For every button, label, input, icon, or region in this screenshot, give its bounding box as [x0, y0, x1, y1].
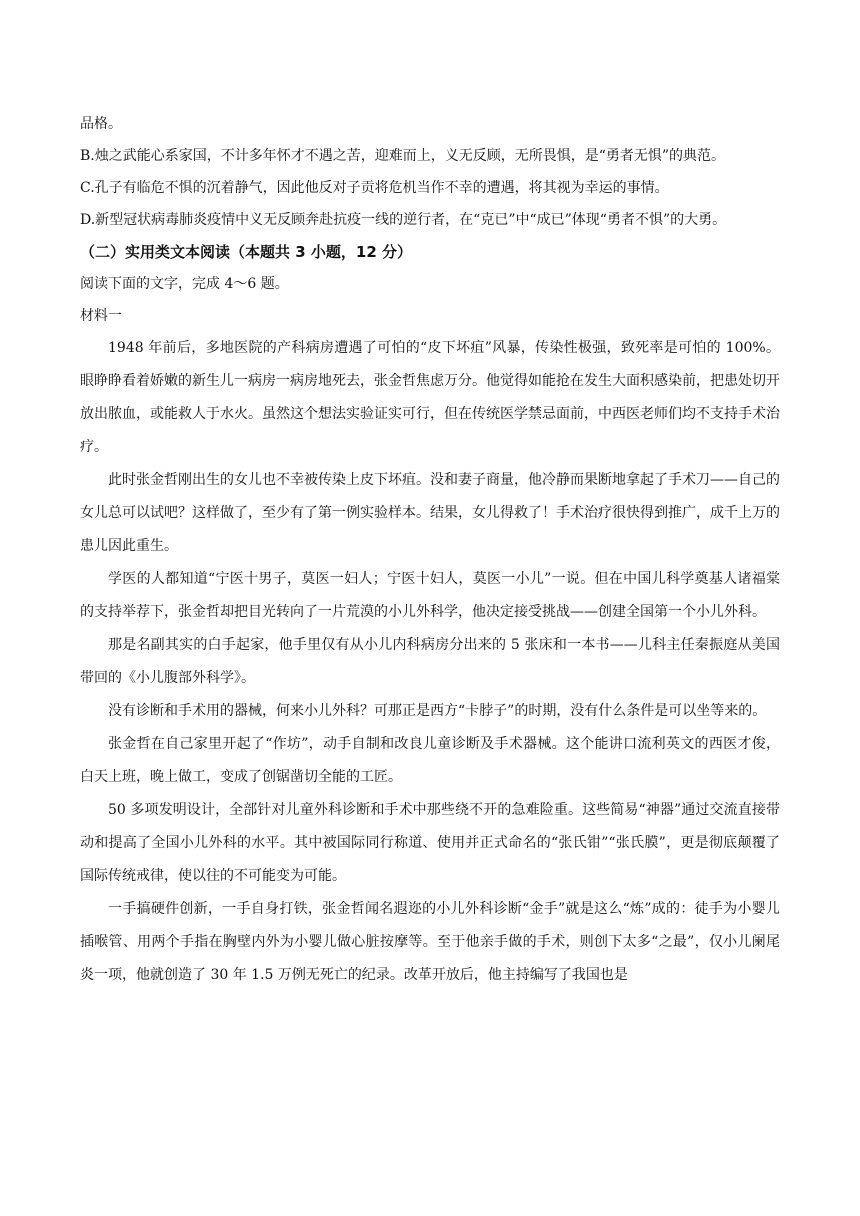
document-page [80, 108, 780, 992]
option-a-tail: 品格。 [80, 116, 122, 132]
option-c: C.孔子有临危不惧的沉着静气，因此他反对子贡将危机当作不幸的遭遇，将其视为幸运的事情。 [80, 180, 669, 196]
paragraph-3: 学医的人都知道“宁医十男子，莫医一妇人；宁医十妇人，莫医一小儿”一说。但在中国儿科学奠基人诸福棠的支持举荐下，张金哲却把目光转向了一片荒漠的小儿外科学，他决定接受挑战——创建全国第一个小儿外科。 [80, 571, 780, 620]
paragraph-2: 此时张金哲刚出生的女儿也不幸被传染上皮下坏疽。没和妻子商量，他冷静而果断地拿起了手术刀——自己的女儿总可以试吧？这样做了，至少有了第一例实验样本。结果，女儿得救了！手术治疗很快得到推广，成千上万的患儿因此重生。 [80, 472, 780, 554]
option-b: B.烛之武能心系家国，不计多年怀才不遇之苦，迎难而上，义无反顾，无所畏惧，是“勇者无惧”的典范。 [80, 148, 726, 164]
section-instruction: 阅读下面的文字，完成 4～6 题。 [80, 276, 289, 292]
paragraph-7: 50 多项发明设计，全部针对儿童外科诊断和手术中那些绕不开的急难险重。这些简易“神器”通过交流直接带动和提高了全国小儿外科的水平。其中被国际同行称道、使用并正式命名的“张氏钳”“张氏膜”，更是彻底颠覆了国际传统戒律，使以往的不可能变为可能。 [80, 802, 780, 884]
paragraph-5: 没有诊断和手术用的器械，何来小儿外科？可那正是西方“卡脖子”的时期，没有什么条件是可以坐等来的。 [108, 703, 767, 719]
section-heading: （二）实用类文本阅读（本题共 3 小题，12 分） [80, 243, 412, 261]
paragraph-8: 一手搞硬件创新，一手自身打铁，张金哲闻名遐迩的小儿外科诊断“金手”就是这么“炼”成的：徒手为小婴儿插喉管、用两个手指在胸壁内外为小婴儿做心脏按摩等。至于他亲手做的手术，则创下太多“之最”，仅小儿阑尾炎一项，他就创造了 30 年 1.5 万例无死亡的纪录。改革开放后，他主持编写了我国也是 [80, 901, 780, 983]
paragraph-1: 1948 年前后，多地医院的产科病房遭遇了可怕的“皮下坏疽”风暴，传染性极强，致死率是可怕的 100%。眼睁睁看着娇嫩的新生儿一病房一病房地死去，张金哲焦虑万分。他觉得如能抢在发生大面积感染前，把患处切开放出脓血，或能救人于水火。虽然这个想法实验证实可行，但在传统医学禁忌面前，中西医老师们均不支持手术治疗。 [80, 340, 780, 455]
option-d: D.新型冠状病毒肺炎疫情中义无反顾奔赴抗疫一线的逆行者，在“克已”中“成已”体现“勇者不惧”的大勇。 [80, 212, 727, 228]
paragraph-4: 那是名副其实的白手起家，他手里仅有从小儿内科病房分出来的 5 张床和一本书——儿科主任秦振庭从美国带回的《小儿腹部外科学》。 [80, 637, 780, 686]
paragraph-6: 张金哲在自己家里开起了“作坊”，动手自制和改良儿童诊断及手术器械。这个能讲口流利英文的西医才俊，白天上班，晚上做工，变成了创锯凿切全能的工匠。 [80, 736, 780, 785]
material-label: 材料一 [80, 308, 122, 324]
